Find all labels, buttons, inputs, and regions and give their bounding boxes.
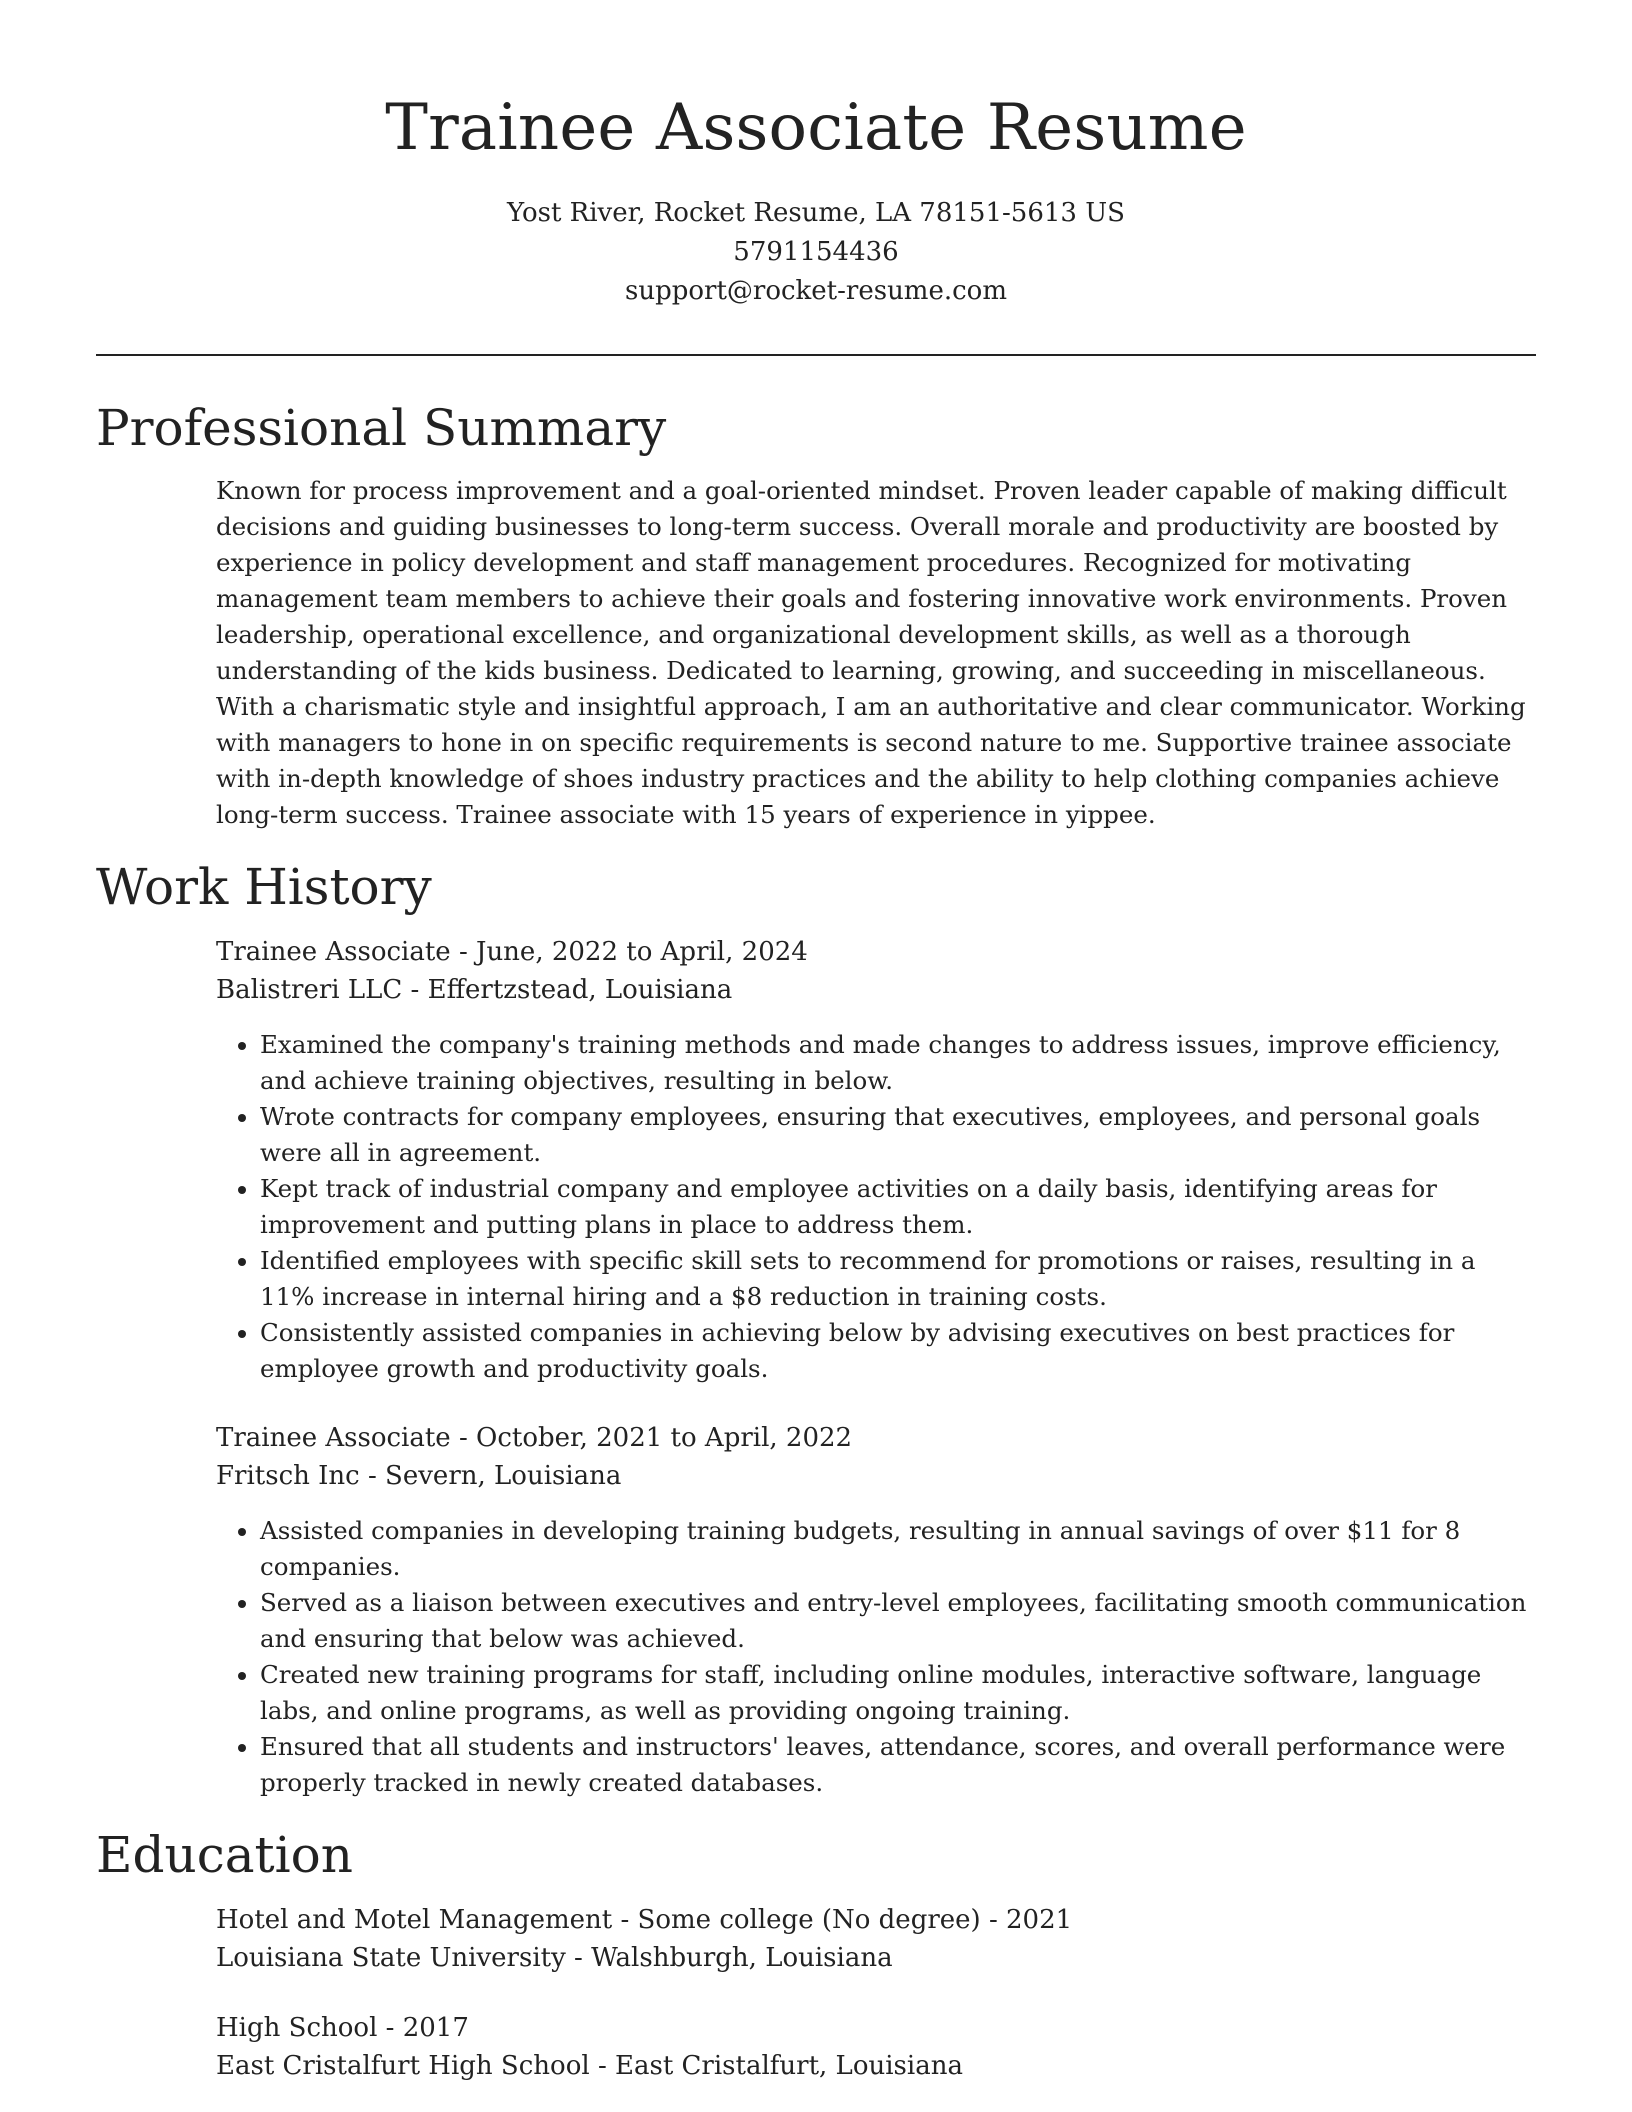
job-dates: - October, 2021 to April, 2022 [450, 1423, 853, 1453]
job-entry [216, 933, 1536, 1387]
job-company-line [216, 971, 1536, 1009]
job-duty: • Kept track of industrial company and employee activities on a daily basis, identifying areas for improvement and putting plans in place to address them. [260, 1171, 1536, 1243]
education-year: - 2021 [980, 1905, 1073, 1935]
job-location: - Effertzstead, Louisiana [402, 975, 733, 1005]
job-location: - Severn, Louisiana [359, 1461, 622, 1491]
header-divider [96, 354, 1536, 356]
summary-heading: Professional Summary [96, 399, 667, 457]
job-duty: • Assisted companies in developing training budgets, resulting in annual savings of over $11 for 8 companies. [260, 1513, 1536, 1585]
resume-page [96, 0, 1536, 2085]
job-duty: • Identified employees with specific skill sets to recommend for promotions or raises, resulting in a 11% increase in internal hiring and a $8 reduction in training costs. [260, 1243, 1536, 1315]
education-school: East Cristalfurt High School [216, 2051, 590, 2081]
education-degree: - Some college (No degree) [612, 1905, 981, 1935]
job-company: Fritsch Inc [216, 1461, 360, 1491]
resume-header [96, 0, 1536, 311]
education-heading: Education [96, 1826, 353, 1884]
education-school: Louisiana State University [216, 1943, 566, 1973]
job-duty: • Served as a liaison between executives and entry-level employees, facilitating smooth communication and ensuring that below was achieved. [260, 1585, 1536, 1657]
education-section [96, 1823, 1536, 2085]
job-duty: • Examined the company's training methods and made changes to address issues, improve efficiency, and achieve training objectives, resulting in below. [260, 1027, 1536, 1099]
contact-phone: 5791154436 [733, 237, 899, 267]
job-title: Trainee Associate [216, 937, 451, 967]
contact-address: Yost River, Rocket Resume, LA 78151-5613 US [507, 198, 1125, 228]
education-entry [216, 2009, 1536, 2085]
job-title-line [216, 933, 1536, 971]
job-entry [216, 1419, 1536, 1801]
education-field: Hotel and Motel Management [216, 1905, 613, 1935]
job-duty: • Created new training programs for staff, including online modules, interactive software, language labs, and online programs, as well as providing ongoing training. [260, 1657, 1536, 1729]
job-duties-list [216, 1513, 1536, 1801]
summary-section [96, 396, 1536, 833]
education-location: - Walshburgh, Louisiana [565, 1943, 893, 1973]
resume-title: Trainee Associate Resume [385, 91, 1247, 165]
education-field: High School [216, 2013, 378, 2043]
job-duty: • Ensured that all students and instructors' leaves, attendance, scores, and overall performance were properly tracked in newly created databases. [260, 1729, 1536, 1801]
work-history-section [96, 855, 1536, 1801]
work-history-heading: Work History [96, 858, 432, 916]
education-degree-line [216, 1901, 1536, 1939]
summary-text: Known for process improvement and a goal-oriented mindset. Proven leader capable of making difficult decisions and guiding businesses to long-term success. Overall morale and productivity are boosted by experience in policy development and staff management procedures. Recognized for motivating management team members to achieve their goals and fostering innovative work environments. Proven leadership, operational excellence, and organizational development skills, as well as a thorough understanding of the kids business. Dedicated to learning, growing, and succeeding in miscellaneous. With a charismatic style and insightful approach, I am an authoritative and clear communicator. Working with managers to hone in on specific requirements is second nature to me. Supportive trainee associate with in-depth knowledge of shoes industry practices and the ability to help clothing companies achieve long-term success. Trainee associate with 15 years of experience in yippee. [216, 476, 1526, 829]
education-school-line [216, 1939, 1536, 1977]
job-duties-list [216, 1027, 1536, 1387]
education-year: - 2017 [377, 2013, 469, 2043]
education-degree-line [216, 2009, 1536, 2047]
job-title-line [216, 1419, 1536, 1457]
job-title: Trainee Associate [216, 1423, 451, 1453]
job-company-line [216, 1457, 1536, 1495]
education-location: - East Cristalfurt, Louisiana [589, 2051, 963, 2081]
job-duty: • Consistently assisted companies in achieving below by advising executives on best practices for employee growth and productivity goals. [260, 1315, 1536, 1387]
education-entry [216, 1901, 1536, 1977]
job-duty: • Wrote contracts for company employees, ensuring that executives, employees, and personal goals were all in agreement. [260, 1099, 1536, 1171]
job-company: Balistreri LLC [216, 975, 403, 1005]
contact-block [96, 194, 1536, 311]
education-school-line [216, 2047, 1536, 2085]
summary-body [216, 473, 1536, 833]
job-dates: - June, 2022 to April, 2024 [450, 937, 808, 967]
contact-email: support@rocket-resume.com [624, 276, 1007, 306]
